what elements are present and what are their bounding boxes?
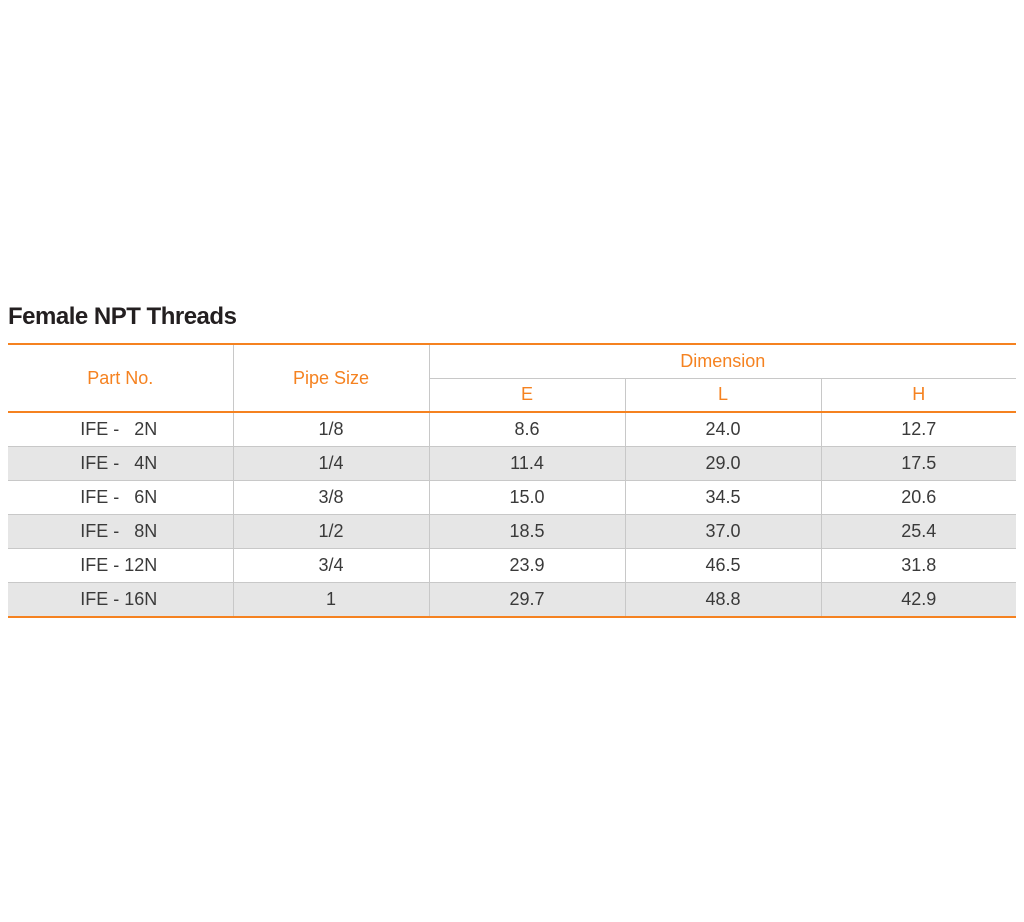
part-no-text: IFE - 4N xyxy=(80,453,158,473)
cell-e: 18.5 xyxy=(429,515,625,549)
header-e: E xyxy=(429,378,625,412)
cell-l: 34.5 xyxy=(625,481,821,515)
cell-pipe-size: 3/8 xyxy=(233,481,429,515)
cell-l: 24.0 xyxy=(625,412,821,447)
cell-h: 31.8 xyxy=(821,549,1016,583)
cell-l: 37.0 xyxy=(625,515,821,549)
cell-pipe-size: 1/8 xyxy=(233,412,429,447)
cell-e: 29.7 xyxy=(429,583,625,618)
cell-h: 20.6 xyxy=(821,481,1016,515)
cell-pipe-size: 1/2 xyxy=(233,515,429,549)
part-no-text: IFE - 6N xyxy=(80,487,158,507)
table-row xyxy=(8,549,1016,583)
cell-l: 48.8 xyxy=(625,583,821,618)
part-no-text: IFE - 12N xyxy=(80,555,158,575)
cell-part-no xyxy=(8,583,233,618)
part-no-text: IFE - 8N xyxy=(80,521,158,541)
header-pipe-size: Pipe Size xyxy=(233,344,429,412)
cell-e: 23.9 xyxy=(429,549,625,583)
cell-pipe-size: 3/4 xyxy=(233,549,429,583)
cell-l: 29.0 xyxy=(625,447,821,481)
cell-part-no xyxy=(8,515,233,549)
header-part-no: Part No. xyxy=(8,344,233,412)
part-no-text: IFE - 2N xyxy=(80,419,158,439)
header-l: L xyxy=(625,378,821,412)
cell-pipe-size: 1/4 xyxy=(233,447,429,481)
cell-pipe-size: 1 xyxy=(233,583,429,618)
table-header xyxy=(8,344,1016,412)
part-no-text: IFE - 16N xyxy=(80,589,158,609)
cell-l: 46.5 xyxy=(625,549,821,583)
cell-part-no xyxy=(8,481,233,515)
table-row xyxy=(8,481,1016,515)
cell-h: 42.9 xyxy=(821,583,1016,618)
table-row xyxy=(8,447,1016,481)
cell-part-no xyxy=(8,549,233,583)
cell-e: 8.6 xyxy=(429,412,625,447)
section-title: Female NPT Threads xyxy=(8,303,237,330)
cell-h: 17.5 xyxy=(821,447,1016,481)
cell-h: 12.7 xyxy=(821,412,1016,447)
table-row xyxy=(8,583,1016,618)
header-dimension: Dimension xyxy=(429,344,1016,378)
cell-part-no xyxy=(8,447,233,481)
cell-e: 15.0 xyxy=(429,481,625,515)
table-body xyxy=(8,412,1016,617)
cell-part-no xyxy=(8,412,233,447)
table-row xyxy=(8,412,1016,447)
header-h: H xyxy=(821,378,1016,412)
cell-e: 11.4 xyxy=(429,447,625,481)
table-row xyxy=(8,515,1016,549)
dimension-table xyxy=(8,343,1016,618)
cell-h: 25.4 xyxy=(821,515,1016,549)
